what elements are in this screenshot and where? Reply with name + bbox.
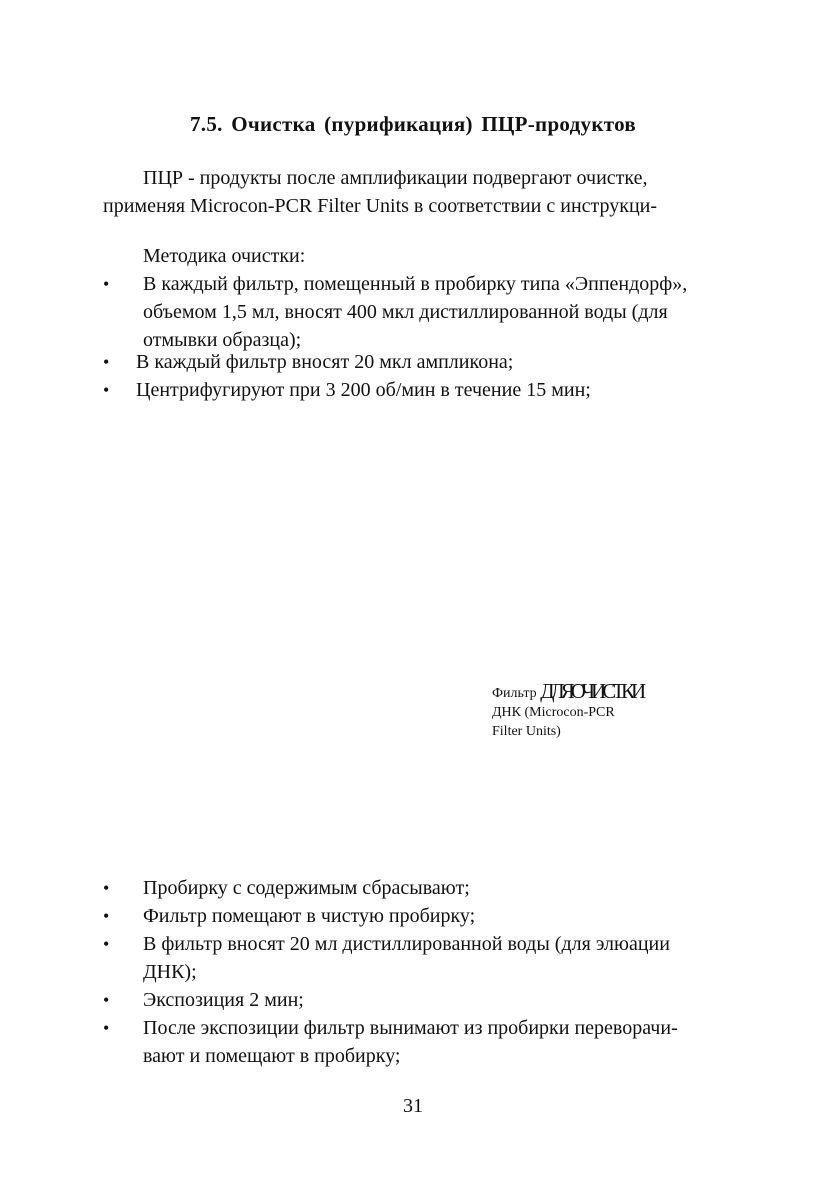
section-heading: 7.5. Очистка (пурификация) ПЦР-продуктов (189, 112, 637, 136)
figure-caption-line-3: Filter Units) (492, 724, 561, 739)
step-1-line-2: объемом 1,5 мл, вносят 400 мкл дистиллированной воды (для (143, 301, 668, 323)
step-6-line-2: ДНК); (143, 961, 197, 983)
figure-caption-prefix: Фильтр (492, 686, 541, 701)
step-6-line-1: В фильтр вносят 20 мл дистиллированной воды (для элюации (143, 933, 670, 955)
figure-caption-line-2: ДНК (Microcon-PCR (492, 705, 615, 720)
bullet-icon: • (103, 352, 110, 372)
figure-caption-line-1 (492, 679, 643, 703)
bullet-icon: • (103, 990, 110, 1010)
bullet-icon: • (103, 1018, 110, 1038)
intro-line-2: применяя Microcon-PCR Filter Units в соответствии с инструкци- (103, 195, 658, 217)
method-title: Методика очистки: (143, 245, 306, 267)
step-3-line-1: Центрифугируют при 3 200 об/мин в течение 15 мин; (136, 379, 591, 401)
figure-caption (492, 679, 643, 741)
step-7-line-1: Экспозиция 2 мин; (143, 989, 304, 1011)
page-number: 31 (403, 1095, 423, 1117)
step-2-line-1: В каждый фильтр вносят 20 мкл ампликона; (136, 351, 514, 373)
intro-line-1: ПЦР - продукты после амплификации подвергают очистке, (143, 167, 648, 189)
step-8-line-1: После экспозиции фильтр вынимают из пробирки переворачи- (143, 1017, 678, 1039)
bullet-icon: • (103, 380, 110, 400)
step-4-line-1: Пробирку с содержимым сбрасывают; (143, 877, 470, 899)
step-8-line-2: вают и помещают в пробирку; (143, 1045, 401, 1067)
step-5-line-1: Фильтр помещают в чистую пробирку; (143, 905, 476, 927)
bullet-icon: • (103, 934, 110, 954)
figure-caption-overlap: ДЛЯОЧИСТКИ (540, 679, 643, 703)
bullet-icon: • (103, 274, 110, 294)
bullet-icon: • (103, 906, 110, 926)
bullet-icon: • (103, 878, 110, 898)
step-1-line-3: отмывки образца); (143, 329, 302, 351)
step-1-line-1: В каждый фильтр, помещенный в пробирку типа «Эппендорф», (143, 273, 688, 295)
